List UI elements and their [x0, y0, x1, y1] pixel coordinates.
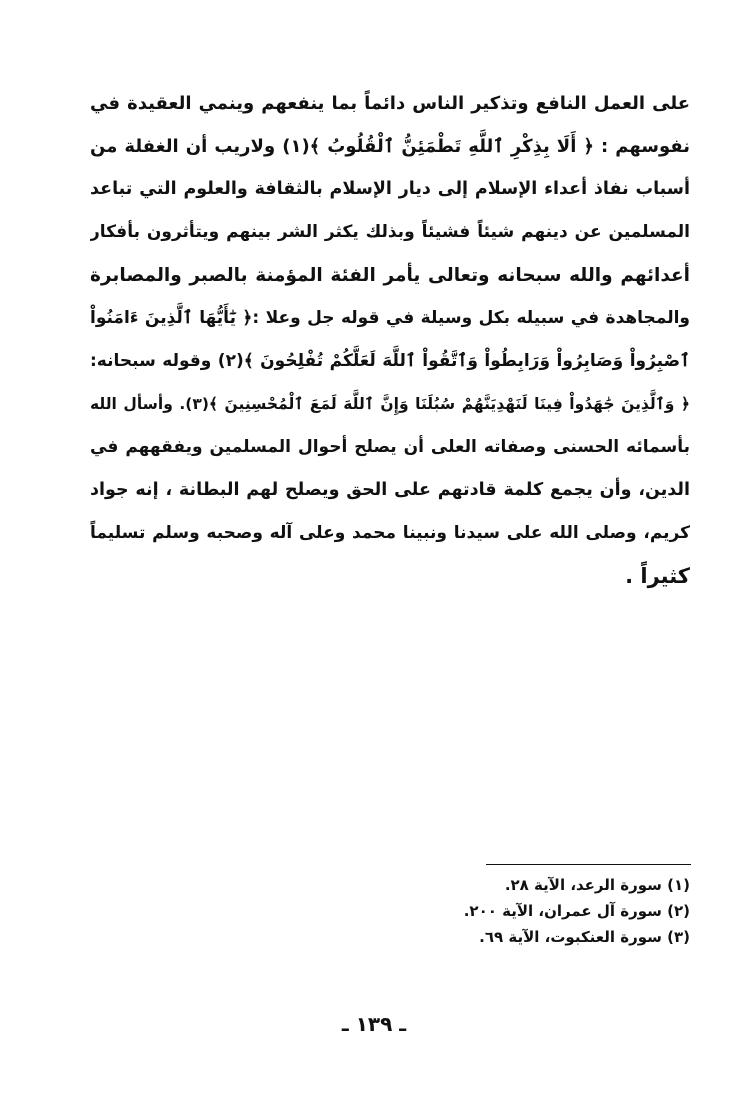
footnote-item: (١) سورة الرعد، الآية ٢٨.	[504, 876, 690, 894]
text-line: بأسمائه الحسنى وصفاته العلى أن يصلح أحوال المسلمين ويفقههم في	[90, 437, 690, 457]
text-line: كثيراً .	[625, 564, 690, 588]
main-text	[90, 82, 690, 598]
footnote-divider	[486, 864, 691, 865]
text-line: على العمل النافع وتذكير الناس دائماً بما ينفعهم وينمي العقيدة في	[90, 93, 690, 114]
footnotes	[360, 872, 690, 950]
text-line: ﴿ وَٱلَّذِينَ جَٰهَدُواْ فِينَا لَنَهْدِيَنَّهُمْ سُبُلَنَا وَإِنَّ ٱللَّهَ لَمَعَ ٱلْمُحْسِنِينَ ﴾(٣). وأسأل الله	[90, 395, 690, 413]
text-line: نفوسهم : ﴿ أَلَا بِذِكْرِ ٱللَّهِ تَطْمَئِنُّ ٱلْقُلُوبُ ﴾(١) ولاريب أن الغفلة من	[90, 136, 690, 157]
text-line: أسباب نفاذ أعداء الإسلام إلى ديار الإسلام بالثقافة والعلوم التي تباعد	[90, 179, 690, 199]
text-line: ٱصْبِرُواْ وَصَابِرُواْ وَرَابِطُواْ وَٱتَّقُواْ ٱللَّهَ لَعَلَّكُمْ تُفْلِحُونَ ﴾(٢) وقوله سبحانه:	[90, 351, 690, 371]
text-line: والمجاهدة في سبيله بكل وسيلة في قوله جل وعلا :﴿ يَٰٓأَيُّهَا ٱلَّذِينَ ءَامَنُواْ	[90, 308, 690, 328]
page-number: ـ ١٣٩ ـ	[341, 1012, 407, 1036]
text-line: المسلمين عن دينهم شيئاً فشيئاً وبذلك يكثر الشر بينهم ويتأثرون بأفكار	[90, 222, 690, 242]
text-line: أعدائهم والله سبحانه وتعالى يأمر الفئة المؤمنة بالصبر والمصابرة	[90, 265, 690, 286]
text-line: الدين، وأن يجمع كلمة قادتهم على الحق ويصلح لهم البطانة ، إنه جواد	[90, 480, 690, 500]
text-line: كريم، وصلى الله على سيدنا ونبينا محمد وعلى آله وصحبه وسلم تسليماً	[90, 523, 690, 543]
footnote-item: (٢) سورة آل عمران، الآية ٢٠٠.	[463, 902, 690, 920]
footnote-item: (٣) سورة العنكبوت، الآية ٦٩.	[479, 928, 690, 946]
